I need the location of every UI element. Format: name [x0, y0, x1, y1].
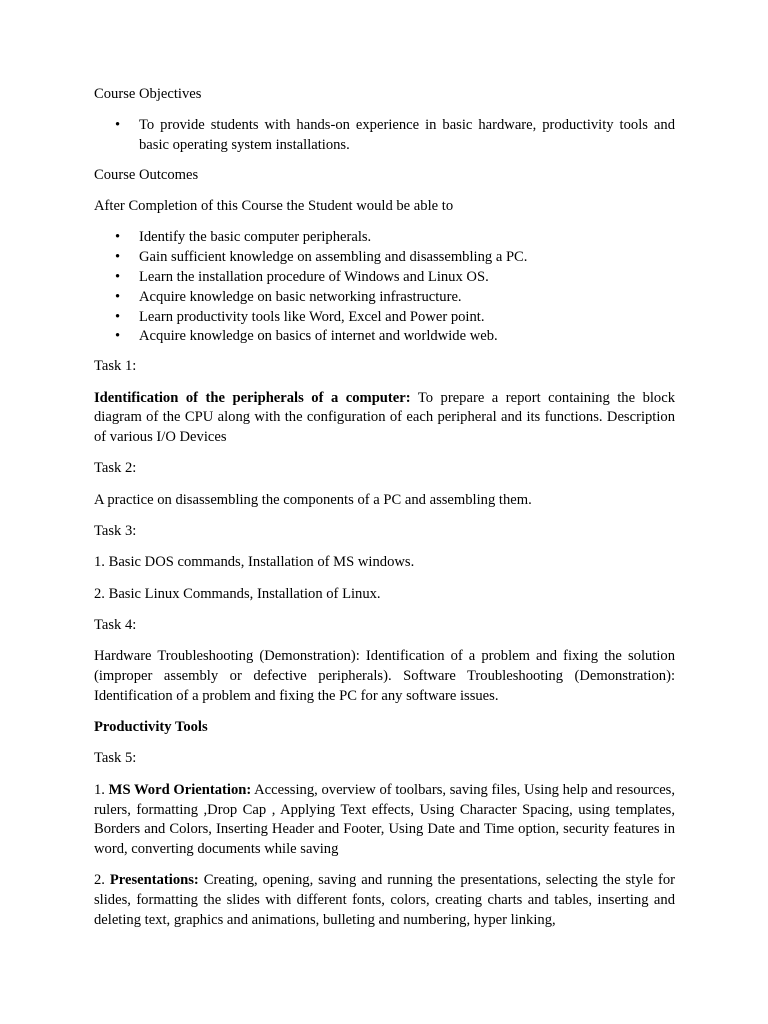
- presentations-title: Presentations:: [109, 872, 199, 889]
- task1-title: Identification of the peripherals of a computer:: [94, 389, 411, 406]
- productivity-tools-heading: Productivity Tools: [94, 719, 208, 736]
- task1-description: Identification of the peripherals of a computer: To prepare a report containing the block diagram of the CPU along with the configuration of each peripheral and its functions. Description of various I/O Devices: [94, 389, 675, 446]
- task5-label: Task 5:: [94, 750, 137, 767]
- bullet-icon: •: [115, 308, 121, 325]
- task4-label: Task 4:: [94, 616, 137, 633]
- bullet-icon: •: [115, 269, 121, 286]
- task3-item-2: 2. Basic Linux Commands, Installation of Linux.: [94, 585, 381, 602]
- document-page: [94, 85, 675, 942]
- bullet-icon: •: [115, 328, 121, 345]
- course-outcomes-heading: Course Outcomes: [94, 166, 199, 183]
- task5-item-1: 1. MS Word Orientation: Accessing, overview of toolbars, saving files, Using help and resources, rulers, formatting ,Drop Cap , Applying Text effects, Using Character Spacing, using templates, Borders and Colors, Inserting Header and Footer, Using Date and Time option, security features in word, converting documents while saving: [94, 781, 676, 858]
- course-objectives-list: [94, 116, 675, 156]
- task5-item-2: 2. Presentations: Creating, opening, saving and running the presentations, selecting the style for slides, formatting the slides with different fonts, colors, creating charts and tables, inserting and deleting text, graphics and animations, bulleting and numbering, hyper linking,: [94, 872, 676, 928]
- course-outcomes-intro: After Completion of this Course the Student would be able to: [94, 198, 454, 215]
- task2-label: Task 2:: [94, 460, 137, 477]
- list-item: • Learn productivity tools like Word, Excel and Power point.: [94, 308, 675, 328]
- ms-word-title: MS Word Orientation:: [108, 781, 252, 798]
- list-item: • To provide students with hands-on experience in basic hardware, productivity tools and basic operating system installations.: [115, 117, 675, 154]
- list-item: • Learn the installation procedure of Windows and Linux OS.: [94, 268, 675, 288]
- list-item: • Gain sufficient knowledge on assembling and disassembling a PC.: [94, 248, 675, 268]
- course-outcomes-list: [94, 228, 675, 347]
- list-item: • Acquire knowledge on basics of internet and worldwide web.: [94, 327, 675, 347]
- task2-description: A practice on disassembling the components of a PC and assembling them.: [94, 491, 532, 508]
- bullet-icon: •: [115, 288, 121, 305]
- course-objectives-heading: Course Objectives: [94, 86, 202, 102]
- list-item: • Identify the basic computer peripherals.: [94, 228, 675, 248]
- bullet-icon: •: [115, 117, 121, 134]
- list-item: • Acquire knowledge on basic networking infrastructure.: [94, 288, 675, 308]
- task4-description: Hardware Troubleshooting (Demonstration): Identification of a problem and fixing the solution (improper assembly or defective peripherals). Software Troubleshooting (Demonstration): Identification of a problem and fixing the PC for any software issues.: [94, 648, 675, 704]
- task3-item-1: 1. Basic DOS commands, Installation of MS windows.: [94, 554, 415, 571]
- task1-label: Task 1:: [94, 358, 137, 375]
- task3-label: Task 3:: [94, 523, 137, 540]
- bullet-icon: •: [115, 249, 121, 266]
- bullet-icon: •: [115, 229, 121, 246]
